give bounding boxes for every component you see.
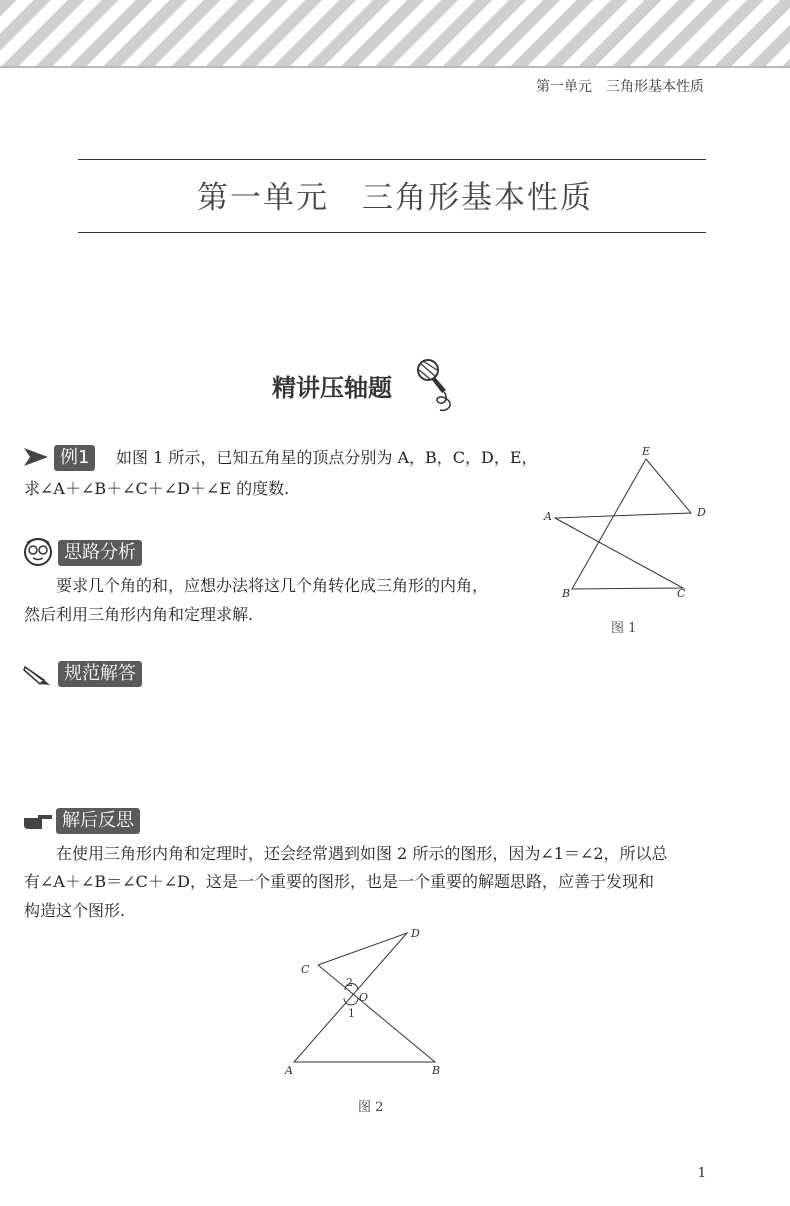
figure-1-caption: 图 1 <box>611 621 637 636</box>
fig2-angle-1: 1 <box>348 1007 355 1020</box>
analysis-label: 思路分析 <box>58 540 142 566</box>
fig2-label-b: B <box>432 1064 441 1077</box>
reflection-label: 解后反思 <box>56 808 140 834</box>
analysis-text-line2: 然后利用三角形内角和定理求解. <box>24 605 254 624</box>
figure-2-caption: 图 2 <box>358 1100 384 1115</box>
figure-2-diagram <box>280 922 450 1082</box>
analysis-text-line1: 要求几个角的和，应想办法将这几个角转化成三角形的内角， <box>56 576 489 595</box>
pointing-hand-icon <box>22 812 54 832</box>
fig2-label-a: A <box>285 1064 293 1077</box>
fig2-angle-2: 2 <box>346 976 353 989</box>
example-label: 例1 <box>54 445 95 471</box>
example-text-line2: 求∠A＋∠B＋∠C＋∠D＋∠E 的度数. <box>24 479 290 498</box>
thinking-face-icon <box>22 537 54 567</box>
fig2-label-o: O <box>359 991 369 1004</box>
figure-1-pentagram <box>535 440 715 610</box>
header-divider <box>0 66 790 68</box>
microphone-icon <box>412 356 468 416</box>
reflection-text-line1: 在使用三角形内角和定理时，还会经常遇到如图 2 所示的图形，因为∠1＝∠2，所以总 <box>56 844 668 863</box>
fig1-label-b: B <box>562 587 571 600</box>
unit-title: 第一单元 三角形基本性质 <box>197 180 593 216</box>
fig2-label-c: C <box>301 963 310 976</box>
title-rule-top <box>78 159 706 160</box>
fig1-label-d: D <box>697 506 706 519</box>
reflection-text-line2: 有∠A＋∠B＝∠C＋∠D，这是一个重要的图形，也是一个重要的解题思路，应善于发现和 <box>24 872 655 891</box>
fig1-label-a: A <box>544 510 552 523</box>
example-text-line1: 如图 1 所示，已知五角星的顶点分别为 A，B，C，D，E， <box>116 448 538 467</box>
play-arrow-icon <box>24 447 48 467</box>
header-stripe-band <box>0 0 790 66</box>
fig2-label-d: D <box>411 927 420 940</box>
reflection-text-line3: 构造这个图形. <box>24 901 126 920</box>
fig1-label-c: C <box>677 587 686 600</box>
page-number: 1 <box>697 1166 706 1181</box>
fig1-label-e: E <box>642 445 651 458</box>
pencil-icon <box>22 662 52 686</box>
running-head: 第一单元 三角形基本性质 <box>536 79 704 95</box>
title-rule-bottom <box>78 232 706 233</box>
section-title: 精讲压轴题 <box>272 374 392 402</box>
answer-label: 规范解答 <box>58 661 142 687</box>
